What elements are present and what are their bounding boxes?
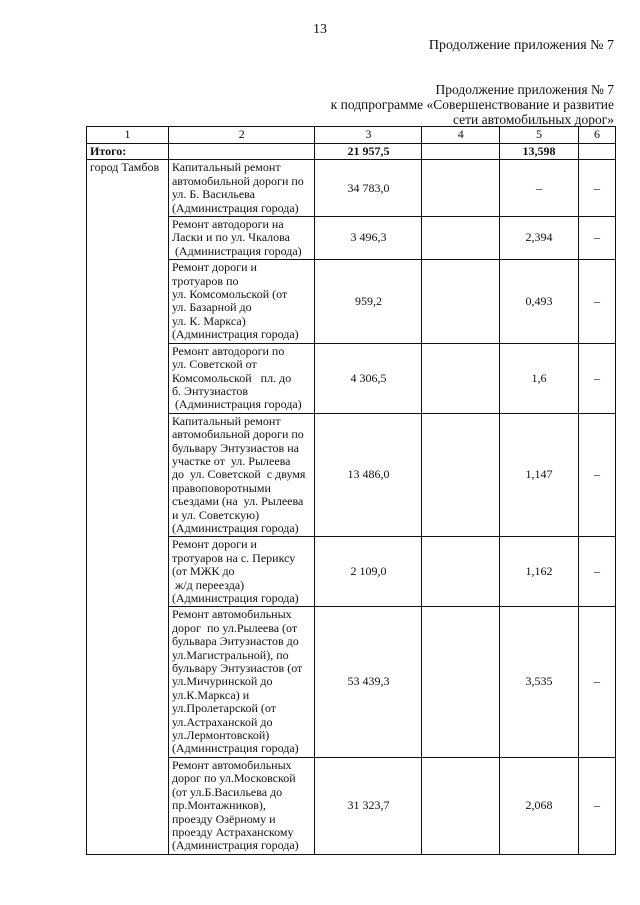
project-description — [168, 343, 315, 413]
description-line: Ремонт автомобильных — [171, 607, 292, 622]
project-description — [168, 537, 315, 607]
header-row — [87, 127, 616, 144]
description-line: ул.Мичуринской до — [171, 674, 273, 689]
description-line: Ремонт автодороги по — [171, 343, 285, 358]
description-line: ул. К. Маркса) — [171, 313, 246, 328]
description-line: проезду Озёрному и — [171, 811, 276, 826]
description-line: автомобильной дороги по — [171, 173, 304, 188]
description-line: ул.К.Маркса) и — [171, 687, 250, 702]
description-line: дорог по ул.Рылеева (от — [171, 620, 298, 635]
description-line: проезду Астраханскому — [171, 824, 294, 839]
description-line: съездами (на ул. Рылеева — [171, 494, 304, 509]
cell-col3: 13 486,0 — [315, 413, 422, 537]
table-row — [87, 160, 616, 217]
description-line: правоповоротными — [171, 480, 271, 495]
cell-col4 — [422, 343, 500, 413]
cell-col4 — [422, 757, 500, 854]
cell-col4 — [422, 260, 500, 343]
total-label: Итого: — [87, 144, 169, 160]
header-col-6: 6 — [578, 127, 615, 144]
description-line: Ремонт автомобильных — [171, 757, 292, 772]
description-line: (Администрация города) — [171, 243, 302, 258]
description-line: ул.Астраханской до — [171, 714, 273, 729]
description-line: тротуаров на с. Периксу — [171, 550, 296, 565]
description-line: ул.Лермонтовской) — [171, 728, 270, 743]
total-col2 — [168, 144, 315, 160]
cell-col4 — [422, 217, 500, 260]
description-line: участке от ул. Рылеева — [171, 453, 291, 468]
cell-col5: – — [500, 160, 579, 217]
cell-col3: 3 496,3 — [315, 217, 422, 260]
description-line: ул. Советской от — [171, 357, 257, 372]
description-line: ул. Комсомольской (от — [171, 287, 288, 302]
description-line: (от МЖК до — [171, 564, 235, 579]
description-line: дорог по ул.Московской — [171, 771, 296, 786]
description-line: тротуаров по — [171, 273, 239, 288]
cell-col6: – — [578, 413, 615, 537]
cell-col5: 1,162 — [500, 537, 579, 607]
description-line: ж/д переезда) — [171, 577, 245, 592]
cell-col3: 53 439,3 — [315, 607, 422, 757]
cell-col6: – — [578, 160, 615, 217]
project-description — [168, 607, 315, 757]
description-line: и ул. Советскую) — [171, 507, 260, 522]
description-line: (Администрация города) — [171, 397, 302, 412]
cell-col3: 4 306,5 — [315, 343, 422, 413]
description-line: ул.Магистральной), по — [171, 647, 289, 662]
cell-col6: – — [578, 757, 615, 854]
description-line: (от ул.Б.Васильева до — [171, 784, 283, 799]
cell-col6: – — [578, 217, 615, 260]
total-col4 — [422, 144, 500, 160]
description-line: Ласки и по ул. Чкалова — [171, 230, 290, 245]
project-description — [168, 160, 315, 217]
total-row — [87, 144, 616, 160]
description-line: Ремонт дороги и — [171, 260, 257, 275]
continuation-note: Продолжение приложения № 7 — [428, 38, 614, 53]
description-line: автомобильной дороги по — [171, 427, 304, 442]
cell-col6: – — [578, 607, 615, 757]
cell-col3: 34 783,0 — [315, 160, 422, 217]
description-line: до ул. Советской с двумя — [171, 467, 306, 482]
page-number: 13 — [313, 22, 327, 37]
cell-col5: 2,068 — [500, 757, 579, 854]
total-col3: 21 957,5 — [315, 144, 422, 160]
description-line: (Администрация города) — [171, 327, 299, 342]
description-line: (Администрация города) — [171, 591, 299, 605]
description-line: Комсомольской пл. до — [171, 370, 292, 385]
cell-col3: 31 323,7 — [315, 757, 422, 854]
appendix-header — [331, 82, 614, 127]
cell-col5: 2,394 — [500, 217, 579, 260]
description-line: бульвару Энтузиастов (от — [171, 661, 303, 676]
program-table — [86, 126, 616, 855]
cell-col5: 1,6 — [500, 343, 579, 413]
description-line: (Администрация города) — [171, 200, 299, 215]
city-cell: город Тамбов — [87, 160, 169, 854]
description-line: ул.Пролетарской (от — [171, 701, 276, 716]
description-line: (Администрация города) — [171, 741, 299, 756]
cell-col3: 2 109,0 — [315, 537, 422, 607]
project-description — [168, 217, 315, 260]
project-description — [168, 413, 315, 537]
description-line: ул. Базарной до — [171, 300, 252, 315]
cell-col4 — [422, 537, 500, 607]
description-line: б. Энтузиастов — [171, 383, 249, 398]
description-line: (Администрация города) — [171, 520, 299, 535]
cell-col5: 0,493 — [500, 260, 579, 343]
description-line: пр.Монтажников), — [171, 798, 266, 813]
header-col-2: 2 — [168, 127, 315, 144]
project-description — [168, 260, 315, 343]
header-col-3: 3 — [315, 127, 422, 144]
project-description — [168, 757, 315, 854]
description-line: Ремонт автодороги на — [171, 217, 284, 232]
cell-col4 — [422, 160, 500, 217]
header-col-1: 1 — [87, 127, 169, 144]
header-col-4: 4 — [422, 127, 500, 144]
description-line: (Администрация города) — [171, 838, 299, 853]
total-col6 — [578, 144, 615, 160]
cell-col3: 959,2 — [315, 260, 422, 343]
appendix-header-line3: сети автомобильных дорог» — [453, 112, 614, 127]
cell-col6: – — [578, 343, 615, 413]
description-line: бульвара Энтузиастов до — [171, 634, 299, 649]
description-line: Капитальный ремонт — [171, 413, 281, 428]
cell-col5: 1,147 — [500, 413, 579, 537]
description-line: бульвару Энтузиастов на — [171, 440, 299, 455]
header-col-5: 5 — [500, 127, 579, 144]
cell-col4 — [422, 413, 500, 537]
cell-col5: 3,535 — [500, 607, 579, 757]
description-line: Капитальный ремонт — [171, 160, 281, 175]
appendix-header-line2: к подпрограмме «Совершенствование и развитие — [330, 97, 614, 112]
description-line: ул. Б. Васильева — [171, 187, 255, 202]
cell-col6: – — [578, 537, 615, 607]
cell-col4 — [422, 607, 500, 757]
description-line: Ремонт дороги и — [171, 537, 257, 552]
cell-col6: – — [578, 260, 615, 343]
appendix-header-line1: Продолжение приложения № 7 — [435, 82, 614, 97]
total-col5: 13,598 — [500, 144, 579, 160]
